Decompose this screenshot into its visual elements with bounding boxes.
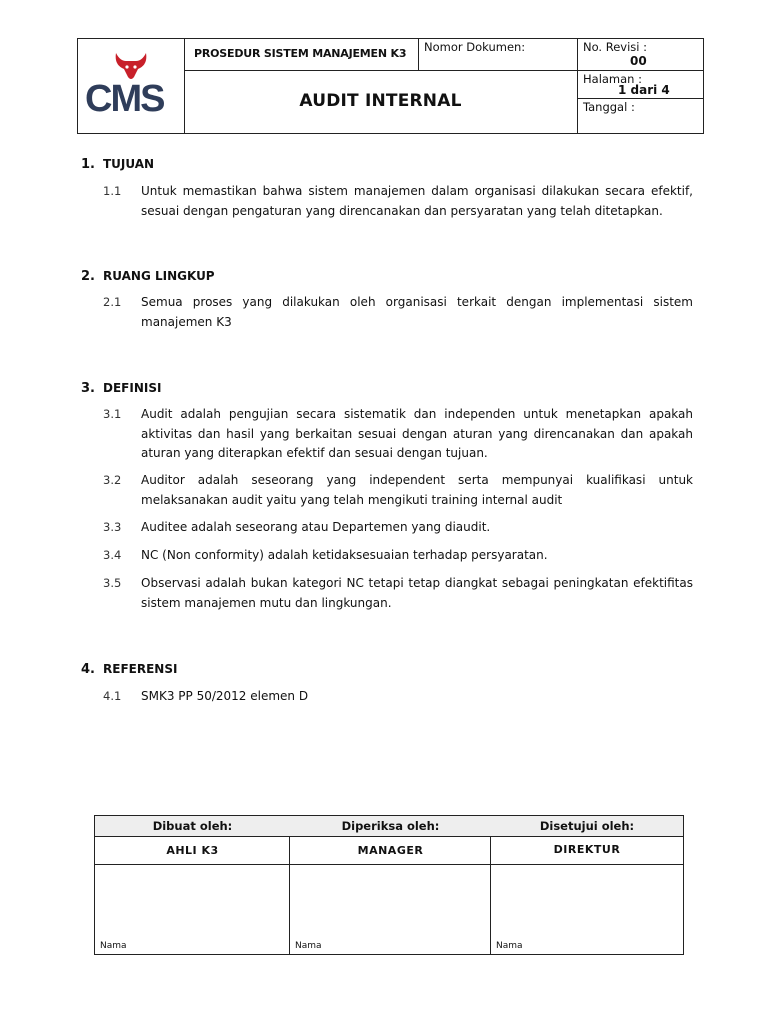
item-text: Auditor adalah seseorang yang independent serta mempunyai kualifikasi untuk melaksanakan audit yaitu yang telah mengikuti training internal audit (141, 473, 693, 507)
item-text: Semua proses yang dilakukan oleh organisasi terkait dengan implementasi sistem manajemen K3 (141, 295, 693, 329)
list-item (103, 293, 693, 332)
list-item (103, 687, 693, 707)
item-text: Audit adalah pengujian secara sistematik dan independen untuk menetapkan apakah aktivitas dan hasil yang berkaitan sesuai dengan aturan yang direncanakan dan apakah aturan yang diterapkan efektif dan sesuai dengan tujuan. (141, 407, 693, 460)
section-title: REFERENSI (103, 662, 178, 676)
item-text: NC (Non conformity) adalah ketidaksesuaian terhadap persyaratan. (141, 548, 548, 562)
tanggal-cell (577, 99, 704, 133)
signature-name-label: Nama (100, 941, 127, 951)
approval-header: Diperiksa oleh: (341, 819, 440, 833)
approval-role: MANAGER (357, 844, 424, 857)
tanggal-label: Tanggal : (583, 100, 635, 114)
column-divider (490, 837, 491, 954)
approval-role-row (95, 837, 683, 865)
approval-role: AHLI K3 (166, 844, 219, 857)
item-number: 3.5 (103, 576, 122, 590)
column-divider (289, 837, 290, 954)
section-heading (81, 662, 177, 677)
approval-header-row (95, 816, 683, 837)
section-heading (81, 157, 154, 172)
approval-header: Disetujui oleh: (539, 819, 635, 833)
list-item (103, 471, 693, 510)
section-title: RUANG LINGKUP (103, 269, 215, 283)
item-text: SMK3 PP 50/2012 elemen D (141, 689, 309, 703)
signature-name-label: Nama (496, 941, 523, 951)
logo-text: CMS (85, 78, 164, 120)
item-number: 3.2 (103, 473, 122, 487)
title-cell (184, 71, 577, 133)
section-title: DEFINISI (103, 381, 162, 395)
item-number: 4.1 (103, 689, 122, 703)
item-number: 3.1 (103, 407, 122, 421)
procedure-cell (184, 39, 419, 71)
approval-table (94, 815, 684, 955)
list-item (103, 546, 693, 566)
list-item (103, 518, 693, 538)
no-revisi-value: 00 (630, 54, 647, 68)
section-number: 2. (81, 269, 95, 284)
approval-header: Dibuat oleh: (152, 819, 233, 833)
item-number: 3.3 (103, 520, 122, 534)
list-item (103, 574, 693, 613)
item-number: 3.4 (103, 548, 122, 562)
nomor-dokumen-label: Nomor Dokumen: (424, 40, 526, 54)
approval-role: DIREKTUR (553, 843, 621, 856)
section-heading (81, 381, 161, 396)
halaman-label: Halaman : (583, 72, 643, 86)
item-number: 1.1 (103, 184, 122, 198)
item-text: Untuk memastikan bahwa sistem manajemen dalam organisasi dilakukan secara efektif, sesuai dengan pengaturan yang direncanakan dan persyaratan yang telah ditetapkan. (141, 184, 693, 218)
no-revisi-label: No. Revisi : (583, 40, 648, 54)
procedure-label: PROSEDUR SISTEM MANAJEMEN K3 (194, 47, 407, 60)
signature-name-label: Nama (295, 941, 322, 951)
document-header (77, 38, 704, 134)
item-text: Auditee adalah seseorang atau Departemen yang diaudit. (141, 520, 491, 534)
nomor-dokumen-cell (419, 39, 577, 71)
halaman-value: 1 dari 4 (618, 83, 670, 97)
halaman-cell (577, 71, 704, 99)
document-title: AUDIT INTERNAL (299, 91, 462, 111)
item-text: Observasi adalah bukan kategori NC tetapi tetap diangkat sebagai peningkatan efektifitas sistem manajemen mutu dan lingkungan. (141, 576, 693, 610)
list-item (103, 182, 693, 221)
section-number: 3. (81, 381, 95, 396)
section-title: TUJUAN (103, 157, 155, 171)
item-number: 2.1 (103, 295, 122, 309)
logo-cell (78, 39, 185, 133)
list-item (103, 405, 693, 464)
section-heading (81, 269, 215, 284)
section-number: 4. (81, 662, 95, 677)
section-number: 1. (81, 157, 95, 172)
revisi-cell (577, 39, 704, 71)
